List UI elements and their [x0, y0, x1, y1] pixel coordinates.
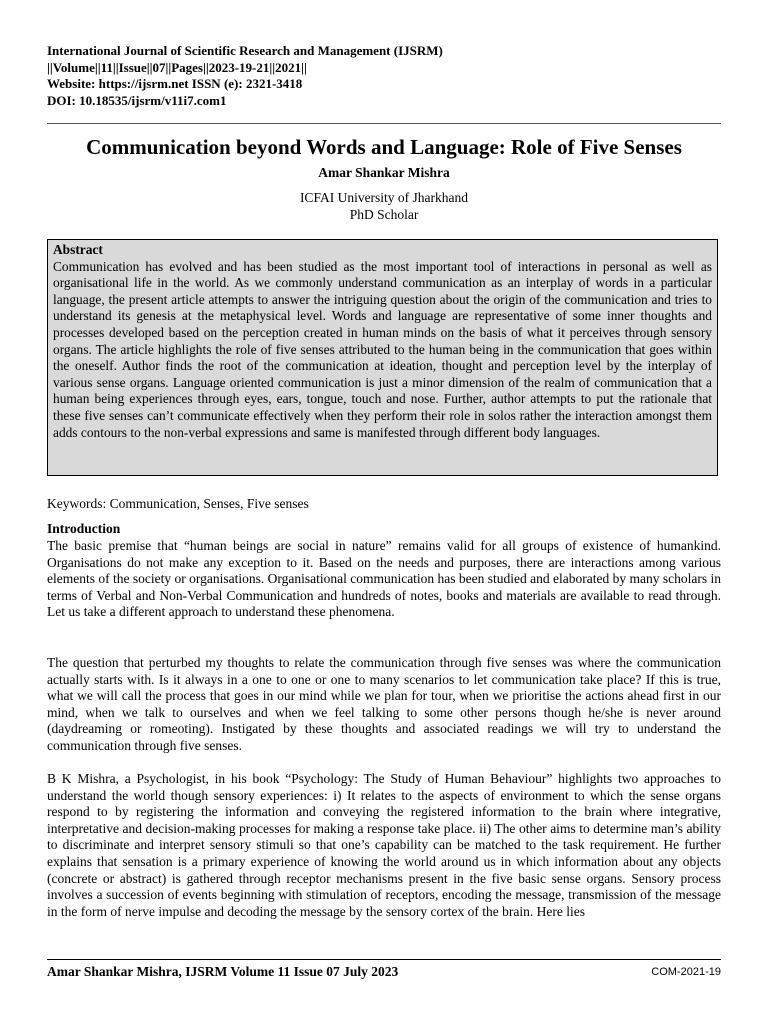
abstract-heading: Abstract: [53, 242, 103, 257]
body-paragraph: B K Mishra, a Psychologist, in his book “Psychology: The Study of Human Behaviour” highlights two approaches to understand the world though sensory experiences: i) It relates to the aspects of environment to which the sense organs respond to by registering the information and conveying the registered information to the brain where integrative, interpretative and decision-making processes for making a response take place. ii) The other aims to determine man’s ability to discriminate and interpret sensory stimuli so that one’s capability can be matched to the task requirement. He further explains that sensation is a primary experience of knowing the world around us in which information about any objects (concrete or abstract) is gathered through receptor mechanisms present in the five basic sense organs. Sensory process involves a succession of events beginning with stimulation of receptors, encoding the message, transmission of the message in the form of nerve impulse and decoding the message by the sensory cortex of the brain. Here lies: [47, 771, 721, 919]
author-position: PhD Scholar: [349, 207, 419, 222]
website-issn: Website: https://ijsrm.net ISSN (e): 2321-3418: [47, 76, 303, 91]
article-title: Communication beyond Words and Language: Role of Five Senses: [86, 135, 682, 159]
journal-header: [47, 43, 727, 109]
body-paragraph: The basic premise that “human beings are social in nature” remains valid for all groups of existence of humankind. Organisations do not make any exception to it. Based on the needs and purposes, there are interactions among various elements of the society or organisations. Organisational communication has been studied and elaborated by many scholars in terms of Verbal and Non-Verbal Communication and hundreds of notes, books and materials are available to read through. Let us take a different approach to understand these phenomena.: [47, 538, 721, 620]
body-paragraph: The question that perturbed my thoughts to relate the communication through five senses was where the communication actually starts with. Is it always in a one to one or one to many scenarios to let communication take place? If this is true, what we will call the process that goes in our mind while we plan for tour, when we prioritise the actions ahead first in our mind, when we talk to ourselves and when we feel talking to some other persons though he/she is never around (daydreaming or romeoting). Instigated by these thoughts and associated readings we will try to understand the communication through five senses.: [47, 655, 721, 753]
abstract-text: Communication has evolved and has been studied as the most important tool of interactions in personal as well as organisational life in the world. As we commonly understand communication as an interplay of words in a particular language, the present article attempts to answer the intriguing question about the origin of the communication and tries to understand its genesis at the metaphysical level. Words and language are representative of some inner thoughts and processes developed based on the perception created in human minds on the basis of what it perceives through sensory organs. The article highlights the role of five senses attributed to the human being in the communication that goes within the oneself. Author finds the root of the communication at ideation, thought and perception level by the interplay of various sense organs. Language oriented communication is just a minor dimension of the realm of communication that a human being experiences through eyes, ears, tongue, touch and nose. Further, author attempts to put the rationale that these five senses can’t communicate effectively when they perform their role in solos rather the interaction amongst them adds contours to the non-verbal expressions and same is manifested through different body languages.: [53, 258, 712, 440]
introduction-heading: Introduction: [47, 521, 121, 536]
volume-info: ||Volume||11||Issue||07||Pages||2023-19-21||2021||: [47, 59, 307, 75]
abstract-box: [47, 239, 718, 476]
footer-citation: Amar Shankar Mishra, IJSRM Volume 11 Issue 07 July 2023: [47, 964, 399, 979]
footer-divider: [47, 959, 721, 960]
affiliation: ICFAI University of Jharkhand: [299, 190, 469, 205]
author-name: Amar Shankar Mishra: [318, 165, 450, 180]
author-affiliation-block: [47, 189, 721, 223]
footer-page-id: COM-2021-19: [651, 966, 721, 978]
journal-name: International Journal of Scientific Research and Management (IJSRM): [47, 43, 443, 58]
doi: DOI: 10.18535/ijsrm/v11i7.com1: [47, 92, 227, 108]
keywords: Keywords: Communication, Senses, Five senses: [47, 496, 309, 511]
header-divider: [47, 123, 721, 124]
